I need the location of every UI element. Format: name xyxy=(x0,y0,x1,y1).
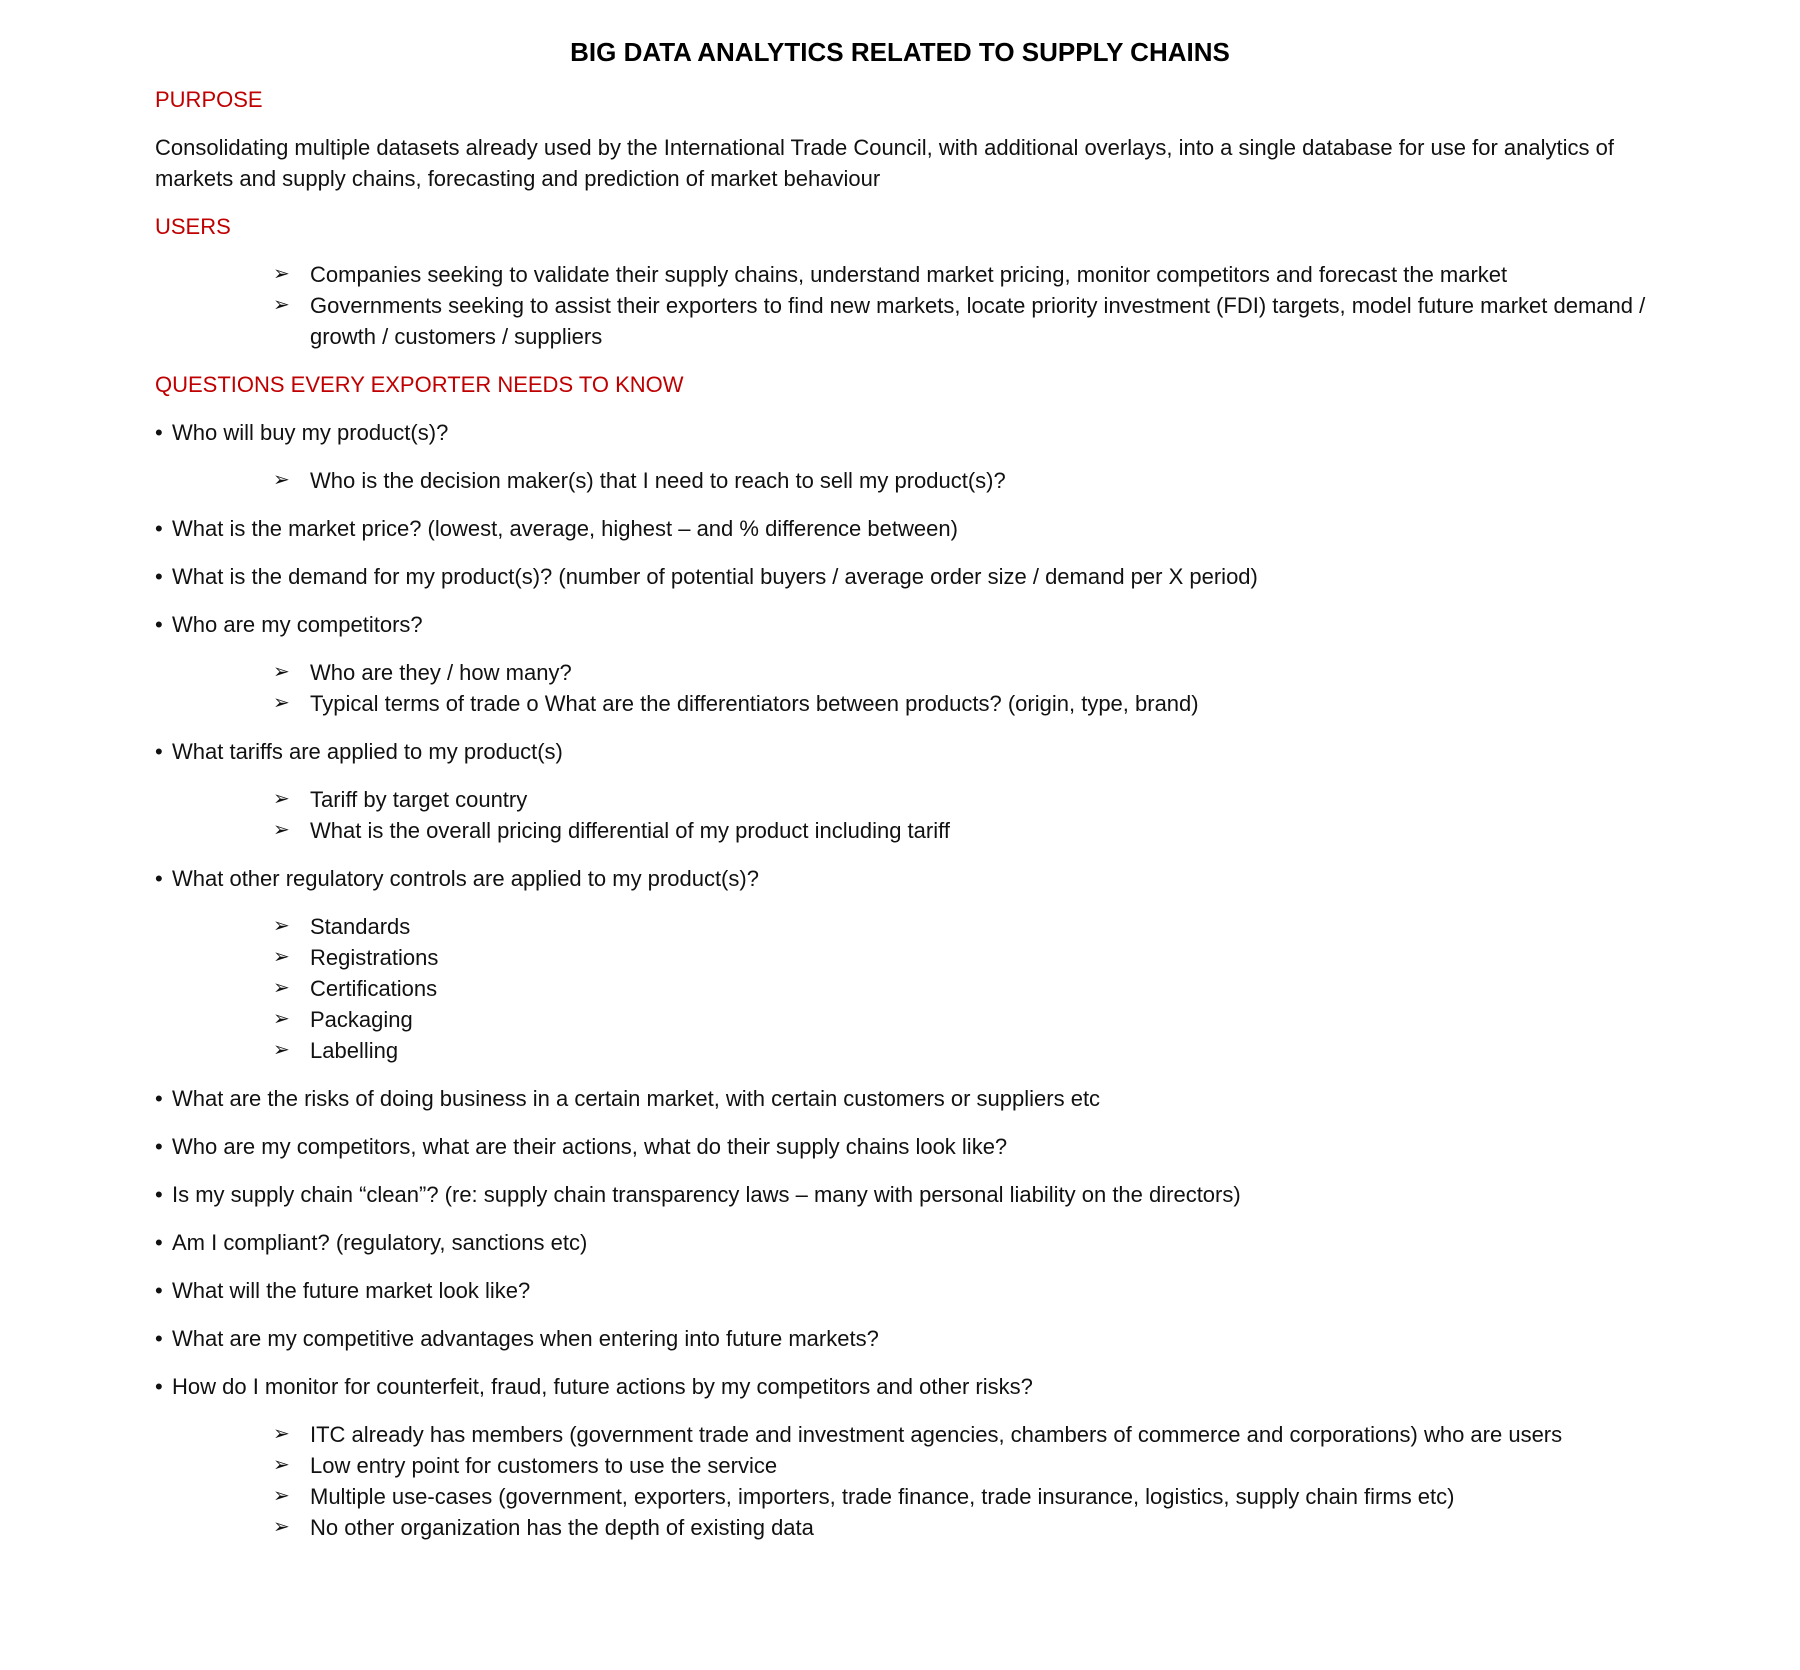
bullet-icon: • xyxy=(155,564,163,589)
users-item-label: Governments seeking to assist their exporters to find new markets, locate priority investment (FDI) targets, model future market demand / growth / customers / suppliers xyxy=(310,293,1646,349)
bullet-icon: • xyxy=(155,739,163,764)
bullet-icon: • xyxy=(155,1374,163,1399)
question-text: What other regulatory controls are applied to my product(s)? xyxy=(172,866,759,891)
bullet-icon: • xyxy=(155,1278,163,1303)
question-sublist xyxy=(155,657,1665,719)
bullet-icon: • xyxy=(155,1326,163,1351)
sub-item-label: Multiple use-cases (government, exporters, importers, trade finance, trade insurance, logistics, supply chain firms etc) xyxy=(310,1484,1455,1509)
list-item xyxy=(273,942,1665,973)
arrow-bullet-icon: ➢ xyxy=(273,946,290,968)
arrow-bullet-icon: ➢ xyxy=(273,1423,290,1445)
bullet-icon: • xyxy=(155,1134,163,1159)
document-title: BIG DATA ANALYTICS RELATED TO SUPPLY CHAINS xyxy=(570,37,1230,67)
sub-item-label: Standards xyxy=(310,914,411,939)
sub-item-label: Packaging xyxy=(310,1007,413,1032)
sub-item-label: Low entry point for customers to use the service xyxy=(310,1453,778,1478)
bullet-icon: • xyxy=(155,1086,163,1111)
list-item xyxy=(273,1512,1665,1543)
question-text: What tariffs are applied to my product(s) xyxy=(172,739,563,764)
question-item xyxy=(155,1131,1665,1162)
list-item xyxy=(273,290,1665,352)
question-text: What are my competitive advantages when entering into future markets? xyxy=(172,1326,879,1351)
bullet-icon: • xyxy=(155,1230,163,1255)
list-item xyxy=(273,815,1665,846)
question-text: Who will buy my product(s)? xyxy=(172,420,449,445)
list-item xyxy=(273,1450,1665,1481)
list-item xyxy=(273,688,1665,719)
sub-item-label: Who is the decision maker(s) that I need to reach to sell my product(s)? xyxy=(310,468,1006,493)
bullet-icon: • xyxy=(155,420,163,445)
bullet-icon: • xyxy=(155,1182,163,1207)
question-text: Who are my competitors? xyxy=(172,612,423,637)
question-item xyxy=(155,417,1665,448)
users-list xyxy=(155,259,1665,352)
arrow-bullet-icon: ➢ xyxy=(273,1008,290,1030)
list-item xyxy=(273,1004,1665,1035)
purpose-text: Consolidating multiple datasets already used by the International Trade Council, with additional overlays, into a single database for use for analytics of markets and supply chains, forecasting and prediction of market behaviour xyxy=(155,135,1614,191)
arrow-bullet-icon: ➢ xyxy=(273,469,290,491)
arrow-bullet-icon: ➢ xyxy=(273,1485,290,1507)
sub-item-label: Tariff by target country xyxy=(310,787,528,812)
list-item xyxy=(273,911,1665,942)
bullet-icon: • xyxy=(155,866,163,891)
list-item xyxy=(273,1035,1665,1066)
arrow-bullet-icon: ➢ xyxy=(273,263,290,285)
question-sublist xyxy=(155,911,1665,1066)
question-item xyxy=(155,1371,1665,1402)
question-item xyxy=(155,1275,1665,1306)
document-body xyxy=(155,84,1665,1560)
sub-item-label: ITC already has members (government trade and investment agencies, chambers of commerce and corporations) who are users xyxy=(310,1422,1563,1447)
questions-heading: QUESTIONS EVERY EXPORTER NEEDS TO KNOW xyxy=(155,372,684,397)
arrow-bullet-icon: ➢ xyxy=(273,294,290,316)
list-item xyxy=(273,657,1665,688)
question-item xyxy=(155,1323,1665,1354)
arrow-bullet-icon: ➢ xyxy=(273,661,290,683)
question-text: Who are my competitors, what are their actions, what do their supply chains look like? xyxy=(172,1134,1008,1159)
question-item xyxy=(155,1227,1665,1258)
list-item xyxy=(273,784,1665,815)
arrow-bullet-icon: ➢ xyxy=(273,788,290,810)
users-item-label: Companies seeking to validate their supply chains, understand market pricing, monitor competitors and forecast the market xyxy=(310,262,1508,287)
sub-item-label: Registrations xyxy=(310,945,439,970)
question-item xyxy=(155,561,1665,592)
question-item xyxy=(155,513,1665,544)
list-item xyxy=(273,465,1665,496)
question-item xyxy=(155,609,1665,640)
question-text: Is my supply chain “clean”? (re: supply chain transparency laws – many with personal liability on the directors) xyxy=(172,1182,1241,1207)
question-sublist xyxy=(155,1419,1665,1543)
arrow-bullet-icon: ➢ xyxy=(273,1516,290,1538)
question-text: Am I compliant? (regulatory, sanctions etc) xyxy=(172,1230,588,1255)
question-sublist xyxy=(155,784,1665,846)
arrow-bullet-icon: ➢ xyxy=(273,819,290,841)
arrow-bullet-icon: ➢ xyxy=(273,977,290,999)
question-item xyxy=(155,863,1665,894)
arrow-bullet-icon: ➢ xyxy=(273,1454,290,1476)
arrow-bullet-icon: ➢ xyxy=(273,1039,290,1061)
list-item xyxy=(273,973,1665,1004)
arrow-bullet-icon: ➢ xyxy=(273,692,290,714)
list-item xyxy=(273,1419,1665,1450)
sub-item-label: No other organization has the depth of existing data xyxy=(310,1515,814,1540)
bullet-icon: • xyxy=(155,516,163,541)
question-item xyxy=(155,1179,1665,1210)
users-heading: USERS xyxy=(155,214,231,239)
question-text: What is the demand for my product(s)? (number of potential buyers / average order size / demand per X period) xyxy=(172,564,1258,589)
bullet-icon: • xyxy=(155,612,163,637)
sub-item-label: Typical terms of trade o What are the differentiators between products? (origin, type, brand) xyxy=(310,691,1199,716)
list-item xyxy=(273,1481,1665,1512)
question-item xyxy=(155,1083,1665,1114)
question-sublist xyxy=(155,465,1665,496)
arrow-bullet-icon: ➢ xyxy=(273,915,290,937)
question-text: What will the future market look like? xyxy=(172,1278,531,1303)
sub-item-label: Certifications xyxy=(310,976,438,1001)
sub-item-label: What is the overall pricing differential of my product including tariff xyxy=(310,818,950,843)
list-item xyxy=(273,259,1665,290)
question-text: How do I monitor for counterfeit, fraud, future actions by my competitors and other risks? xyxy=(172,1374,1033,1399)
sub-item-label: Labelling xyxy=(310,1038,399,1063)
purpose-heading: PURPOSE xyxy=(155,87,263,112)
question-text: What is the market price? (lowest, average, highest – and % difference between) xyxy=(172,516,958,541)
question-item xyxy=(155,736,1665,767)
sub-item-label: Who are they / how many? xyxy=(310,660,572,685)
question-text: What are the risks of doing business in a certain market, with certain customers or suppliers etc xyxy=(172,1086,1101,1111)
